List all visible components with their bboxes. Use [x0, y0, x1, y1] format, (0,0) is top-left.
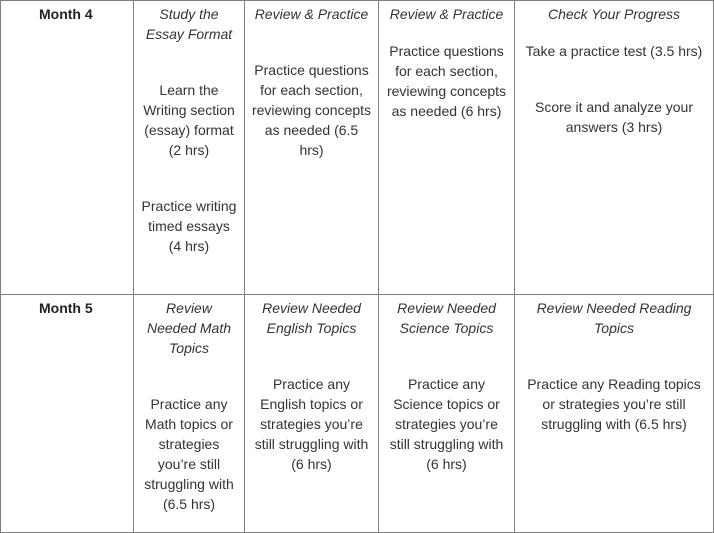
task-cell — [379, 295, 515, 533]
task-title: Check Your Progress — [547, 6, 681, 22]
month-label: Month 4 — [1, 1, 134, 295]
task-cell — [515, 295, 714, 533]
month-label: Month 5 — [1, 295, 134, 533]
task-cell — [245, 295, 379, 533]
task-title: Review & Practice — [389, 6, 504, 22]
task-description: Take a practice test (3.5 hrs) — [525, 43, 703, 59]
task-title: Review Needed Reading Topics — [536, 300, 692, 336]
task-cell — [134, 1, 245, 295]
task-title: Review Needed English Topics — [262, 300, 361, 336]
task-cell — [245, 1, 379, 295]
task-description: Practice any Reading topics or strategies you’re still struggling with (6.5 hrs) — [527, 376, 701, 432]
task-description: Practice writing timed essays (4 hrs) — [141, 198, 237, 254]
task-description: Practice any Math topics or strategies you’re still struggling with (6.5 hrs) — [144, 396, 234, 512]
task-title: Review Needed Math Topics — [146, 300, 232, 356]
task-description: Practice any Science topics or strategies you’re still struggling with (6 hrs) — [389, 376, 504, 472]
task-cell — [134, 295, 245, 533]
task-description: Practice any English topics or strategies you’re still struggling with (6 hrs) — [254, 376, 369, 472]
table-row-month-5 — [1, 295, 714, 533]
task-description: Practice questions for each section, reviewing concepts as needed (6.5 hrs) — [251, 62, 372, 158]
task-description: Practice questions for each section, reviewing concepts as needed (6 hrs) — [386, 43, 507, 119]
task-cell — [379, 1, 515, 295]
task-cell — [515, 1, 714, 295]
table-row-month-4 — [1, 1, 714, 295]
task-description: Learn the Writing section (essay) format (2 hrs) — [143, 82, 235, 158]
task-title: Review Needed Science Topics — [397, 300, 496, 336]
task-description: Score it and analyze your answers (3 hrs) — [535, 99, 693, 135]
task-title: Review & Practice — [254, 6, 369, 22]
task-title: Study the Essay Format — [145, 6, 233, 42]
